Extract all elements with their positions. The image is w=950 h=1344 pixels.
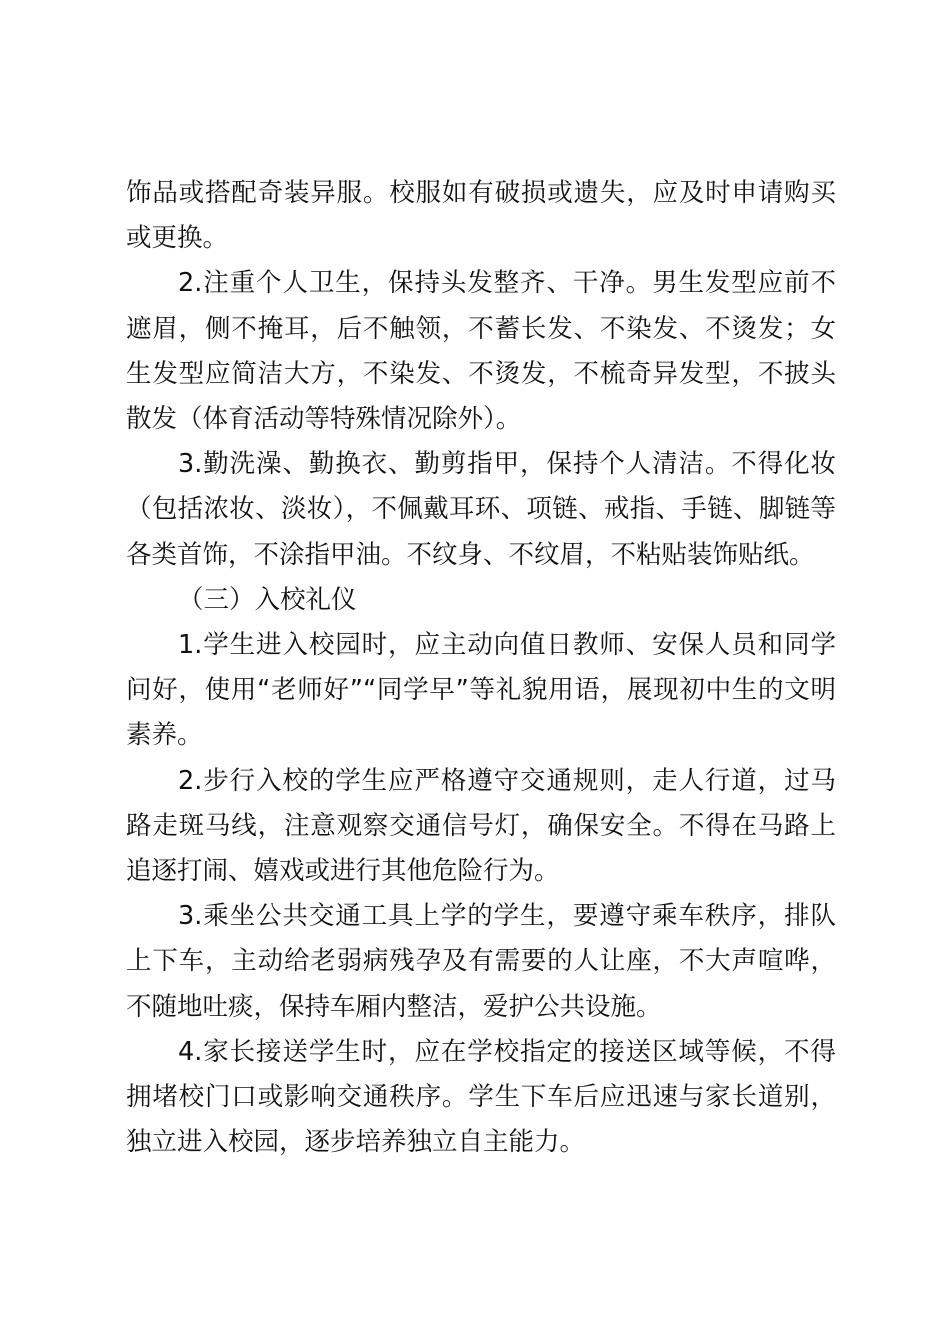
paragraph-parent-dropoff: 4.家长接送学生时，应在学校指定的接送区域等候，不得拥堵校门口或影响交通秩序。学生下车后应迅速与家长道别，独立进入校园，逐步培养独立自主能力。: [126, 1036, 836, 1158]
paragraph-public-transport: 3.乘坐公共交通工具上学的学生，要遵守乘车秩序，排队上下车，主动给老弱病残孕及有需要的人让座，不大声喧哗，不随地吐痰，保持车厢内整洁，爱护公共设施。: [126, 901, 836, 1022]
paragraph-walking-safety: 2.步行入校的学生应严格遵守交通规则，走人行道，过马路走斑马线，注意观察交通信号灯，确保安全。不得在马路上追逐打闹、嬉戏或进行其他危险行为。: [126, 765, 836, 887]
paragraph-continuation: 饰品或搭配奇装异服。校服如有破损或遗失，应及时申请购买或更换。: [126, 178, 836, 254]
paragraph-greeting: 1.学生进入校园时，应主动向值日教师、安保人员和同学问好，使用“老师好”“同学早”等礼貌用语，展现初中生的文明素养。: [126, 630, 836, 751]
document-body: [126, 171, 836, 1165]
paragraph-hygiene-hair: 2.注重个人卫生，保持头发整齐、干净。男生发型应前不遮眉，侧不掩耳，后不触领，不蓄长发、不染发、不烫发；女生发型应简洁大方，不染发、不烫发，不梳奇异发型，不披头散发（体育活动等特殊情况除外）。: [126, 268, 836, 435]
section-heading-school-entry-etiquette: （三）入校礼仪: [178, 584, 357, 615]
paragraph-cleanliness: 3.勤洗澡、勤换衣、勤剪指甲，保持个人清洁。不得化妆（包括浓妆、淡妆），不佩戴耳环、项链、戒指、手链、脚链等各类首饰，不涂指甲油。不纹身、不纹眉，不粘贴装饰贴纸。: [126, 449, 836, 570]
